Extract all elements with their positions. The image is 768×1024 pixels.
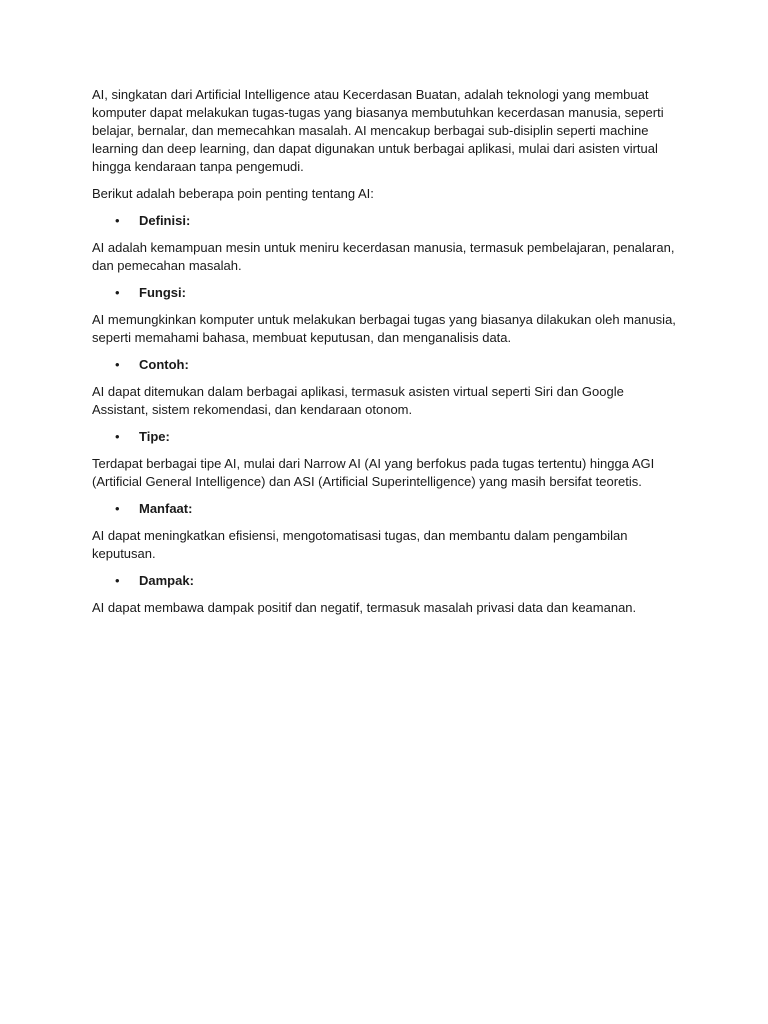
section-heading-label: Definisi: bbox=[139, 213, 191, 228]
bullet-icon: • bbox=[115, 285, 120, 300]
intro-paragraph: AI, singkatan dari Artificial Intelligence atau Kecerdasan Buatan, adalah teknologi yang membuat komputer dapat melakukan tugas-tugas yang biasanya membutuhkan kecerdasan manusia, seperti belajar, bernalar, dan memecahkan masalah. AI mencakup berbagai sub-disiplin seperti machine learning dan deep learning, dan dapat digunakan untuk berbagai aplikasi, mulai dari asisten virtual hingga kendaraan tanpa pengemudi. bbox=[92, 87, 664, 174]
section-text-definisi: AI adalah kemampuan mesin untuk meniru kecerdasan manusia, termasuk pembelajaran, penalaran, dan pemecahan masalah. bbox=[92, 240, 675, 273]
section-text-dampak: AI dapat membawa dampak positif dan negatif, termasuk masalah privasi data dan keamanan. bbox=[92, 600, 637, 615]
section-text-tipe: Terdapat berbagai tipe AI, mulai dari Narrow AI (AI yang berfokus pada tugas tertentu) hingga AGI (Artificial General Intelligence) dan ASI (Artificial Superintelligence) yang masih bersifat teoretis. bbox=[92, 456, 655, 489]
section-text-fungsi: AI memungkinkan komputer untuk melakukan berbagai tugas yang biasanya dilakukan oleh manusia, seperti memahami bahasa, membuat keputusan, dan menganalisis data. bbox=[92, 312, 676, 345]
section-heading-label: Manfaat: bbox=[139, 501, 193, 516]
section-heading-tipe bbox=[92, 428, 676, 446]
bullet-icon: • bbox=[115, 573, 120, 588]
bullet-icon: • bbox=[115, 213, 120, 228]
section-heading-dampak bbox=[92, 572, 676, 590]
section-heading-label: Dampak: bbox=[139, 573, 194, 588]
section-text-manfaat: AI dapat meningkatkan efisiensi, mengotomatisasi tugas, dan membantu dalam pengambilan keputusan. bbox=[92, 528, 628, 561]
section-heading-label: Contoh: bbox=[139, 357, 189, 372]
bullet-icon: • bbox=[115, 501, 120, 516]
section-heading-definisi bbox=[92, 212, 676, 230]
bullet-icon: • bbox=[115, 357, 120, 372]
section-heading-label: Tipe: bbox=[139, 429, 170, 444]
section-heading-contoh bbox=[92, 356, 676, 374]
section-heading-label: Fungsi: bbox=[139, 285, 186, 300]
section-text-contoh: AI dapat ditemukan dalam berbagai aplikasi, termasuk asisten virtual seperti Siri dan Google Assistant, sistem rekomendasi, dan kendaraan otonom. bbox=[92, 384, 624, 417]
lead-paragraph: Berikut adalah beberapa poin penting tentang AI: bbox=[92, 186, 374, 201]
bullet-icon: • bbox=[115, 429, 120, 444]
section-heading-fungsi bbox=[92, 284, 676, 302]
section-heading-manfaat bbox=[92, 500, 676, 518]
